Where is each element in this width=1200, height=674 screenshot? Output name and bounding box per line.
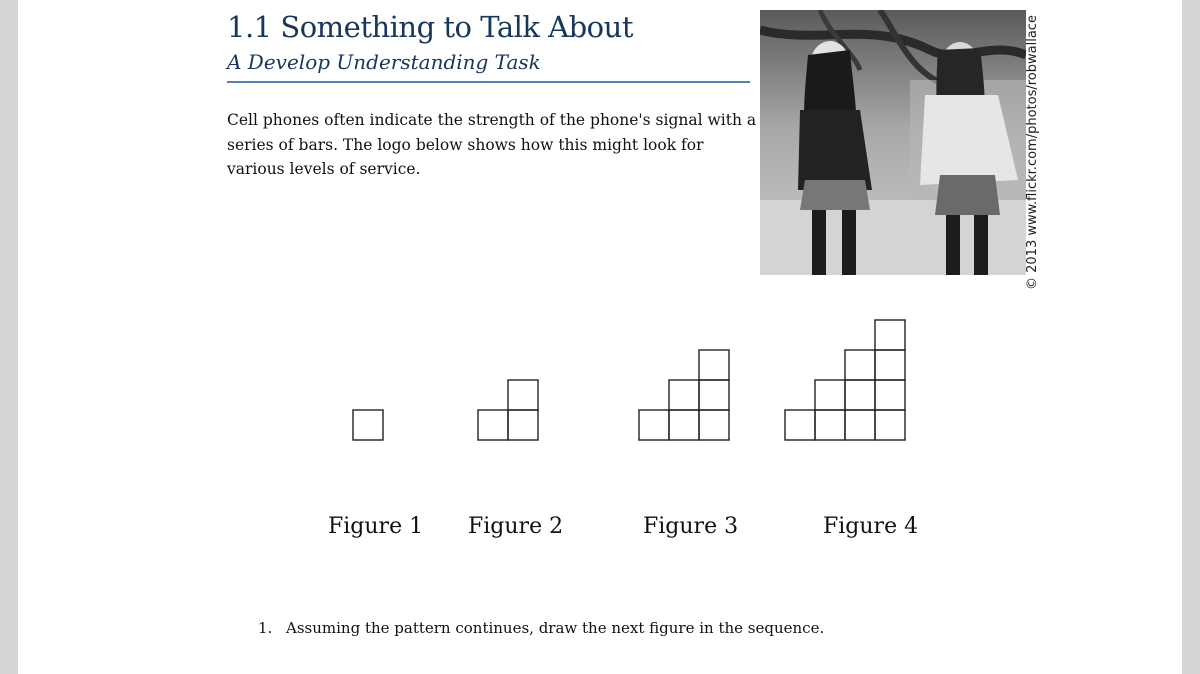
- intro-line: series of bars. The logo below shows how this might look for: [227, 135, 704, 154]
- figure-3: [639, 350, 729, 440]
- square: [845, 380, 875, 410]
- question-number: 1.: [258, 619, 273, 637]
- photo-two-girls-with-phones: [760, 10, 1026, 275]
- figure-1: [353, 410, 383, 440]
- square: [699, 350, 729, 380]
- square: [875, 410, 905, 440]
- square: [875, 350, 905, 380]
- square: [815, 410, 845, 440]
- square: [875, 380, 905, 410]
- figure-2-label: Figure 2: [468, 514, 564, 539]
- square: [669, 410, 699, 440]
- intro-line: various levels of service.: [227, 160, 421, 178]
- square: [508, 410, 538, 440]
- figure-4-label: Figure 4: [823, 514, 919, 539]
- square: [478, 410, 508, 440]
- figure-2: [478, 380, 538, 440]
- question-1: [258, 619, 824, 637]
- square: [508, 380, 538, 410]
- document-page: [18, 0, 1182, 674]
- signal-bars-figures: [18, 300, 1182, 460]
- figure-1-label: Figure 1: [328, 514, 424, 539]
- square: [353, 410, 383, 440]
- title-divider: [227, 81, 750, 83]
- square: [845, 350, 875, 380]
- photo-credit: © 2013 www.flickr.com/photos/robwallace: [1025, 15, 1040, 290]
- square: [699, 410, 729, 440]
- page-title: 1.1 Something to Talk About: [227, 10, 633, 44]
- page-subtitle: A Develop Understanding Task: [227, 50, 541, 74]
- photo-illustration: [760, 10, 1026, 275]
- square: [699, 380, 729, 410]
- intro-paragraph: [227, 108, 757, 182]
- question-text: Assuming the pattern continues, draw the next figure in the sequence.: [286, 619, 825, 637]
- square: [639, 410, 669, 440]
- square: [845, 410, 875, 440]
- figure-shapes: [353, 320, 905, 440]
- square: [875, 320, 905, 350]
- square: [785, 410, 815, 440]
- intro-line: Cell phones often indicate the strength of the phone's signal with a: [227, 111, 757, 129]
- figure-3-label: Figure 3: [643, 514, 739, 539]
- square: [669, 380, 699, 410]
- square: [815, 380, 845, 410]
- figure-4: [785, 320, 905, 440]
